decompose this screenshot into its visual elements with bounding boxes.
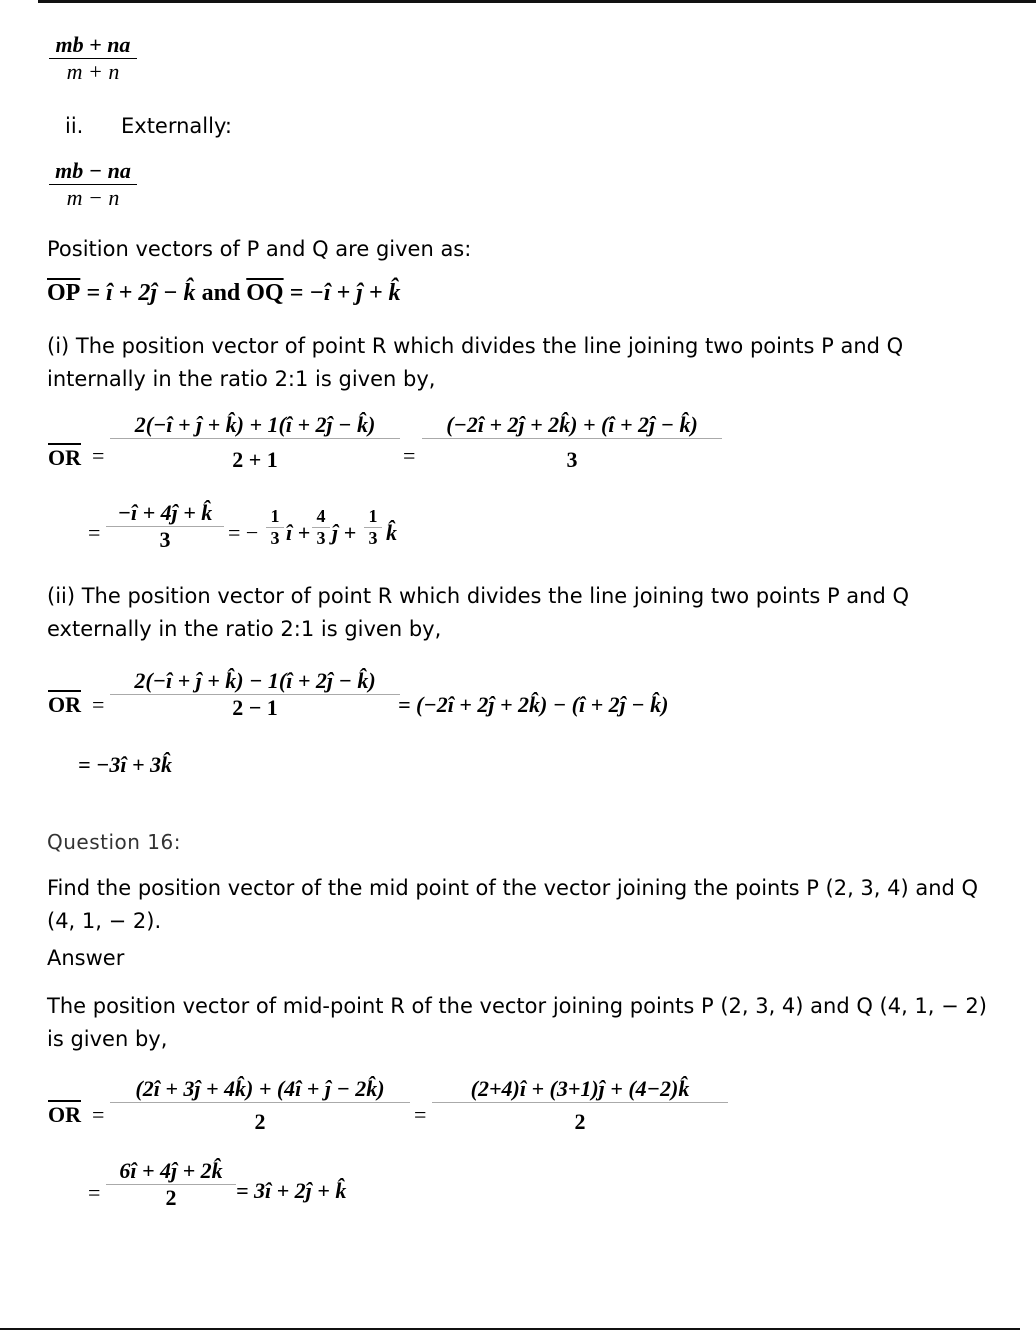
part1-fraction-2 — [422, 412, 722, 473]
bottom-rule — [0, 1328, 1020, 1330]
formula-internal-denominator: m + n — [66, 59, 120, 84]
question-eq1: = — [92, 1102, 105, 1127]
op-expression: = î + 2ĵ − k̂ — [86, 280, 196, 306]
question-heading: Question 16: — [47, 830, 181, 854]
part1-text: (i) The position vector of point R which divides the line joining two points P and Q internally in the ratio 2:1 is given by, — [47, 334, 904, 391]
part1-eq2: = — [403, 443, 416, 468]
op-label: $\overline{OP}$ — [47, 280, 81, 306]
part2-rhs: = (−2î + 2ĵ + 2k̂) − (î + 2ĵ − k̂) — [398, 692, 669, 717]
question-text: Find the position vector of the mid point of the vector joining the points P (2, 3, 4) and Q (4, 1, − 2). — [47, 876, 979, 933]
question-fraction-2 — [432, 1076, 728, 1135]
part1-term1: 1 3 — [266, 506, 284, 549]
part2-fraction-numerator: 2(−î + ĵ + k̂) − 1(î + 2ĵ − k̂) — [134, 668, 376, 693]
part1-eq1: = — [92, 443, 105, 468]
formula-external-numerator: mb − na — [55, 158, 131, 183]
part1-term3-unit: k̂ — [386, 520, 397, 545]
formula-internal-numerator: mb + na — [55, 32, 131, 57]
part1-term3: 1 3 — [364, 506, 382, 549]
answer-label: Answer — [47, 946, 125, 970]
oq-expression: = −î + ĵ + k̂ — [289, 280, 401, 306]
question-fraction-3 — [106, 1158, 236, 1211]
question-fraction-1 — [110, 1076, 410, 1135]
and-word: and — [201, 280, 241, 306]
question-fraction-1-numerator: (2î + 3ĵ + 4k̂) + (4î + ĵ − 2k̂) — [135, 1076, 385, 1101]
part2-fraction — [110, 668, 400, 721]
part1-fraction-3 — [106, 500, 224, 553]
part1-or-label: $\overline{OR}$ — [48, 445, 81, 470]
oq-label: $\overline{OQ}$ — [246, 280, 284, 306]
part2-fraction-denominator: 2 − 1 — [232, 695, 278, 720]
part1-term1-unit: î + — [286, 520, 311, 545]
question-or-label: $\overline{OR}$ — [48, 1102, 81, 1127]
part2-text: (ii) The position vector of point R which divides the line joining two points P and Q externally in the ratio 2:1 is given by, — [47, 584, 910, 641]
part1-fraction-1 — [110, 412, 400, 473]
question-fraction-3-numerator: 6î + 4ĵ + 2k̂ — [119, 1158, 223, 1183]
part1-fraction-3-numerator: −î + 4ĵ + k̂ — [117, 500, 213, 525]
question-fraction-2-numerator: (2+4)î + (3+1)ĵ + (4−2)k̂ — [470, 1076, 690, 1101]
externally-label: Externally: — [121, 114, 232, 138]
part1-fraction-2-denominator: 3 — [566, 447, 578, 472]
question-fraction-1-denominator: 2 — [254, 1109, 266, 1134]
intro-text: Position vectors of P and Q are given as: — [47, 237, 472, 261]
part1-eq3: = — [88, 520, 101, 545]
answer-text: The position vector of mid-point R of the vector joining points P (2, 3, 4) and Q (4, 1, − 2) is given by, — [47, 994, 987, 1051]
pq-vectors — [47, 280, 401, 307]
question-fraction-3-denominator: 2 — [165, 1185, 177, 1210]
part1-result-minus: = − — [228, 520, 259, 545]
formula-external-denominator: m − n — [66, 185, 120, 210]
question-eq3: = — [88, 1180, 101, 1205]
question-eq2: = — [414, 1102, 427, 1127]
question-result: = 3î + 2ĵ + k̂ — [236, 1178, 347, 1203]
part1-term2: 4 3 — [312, 506, 330, 549]
formula-external — [49, 158, 137, 211]
part1-fraction-1-denominator: 2 + 1 — [232, 447, 278, 472]
part1-term2-unit: ĵ + — [332, 520, 357, 545]
part1-fraction-1-numerator: 2(−î + ĵ + k̂) + 1(î + 2ĵ − k̂) — [134, 412, 376, 437]
top-rule — [38, 0, 1036, 3]
part2-or-label: $\overline{OR}$ — [48, 692, 81, 717]
formula-internal — [49, 32, 137, 85]
part2-eq: = — [92, 692, 105, 717]
part1-fraction-2-numerator: (−2î + 2ĵ + 2k̂) + (î + 2ĵ − k̂) — [446, 412, 698, 437]
externally-index: ii. — [65, 114, 84, 138]
part2-result: = −3î + 3k̂ — [78, 752, 173, 777]
part1-fraction-3-denominator: 3 — [159, 527, 171, 552]
question-fraction-2-denominator: 2 — [574, 1109, 586, 1134]
